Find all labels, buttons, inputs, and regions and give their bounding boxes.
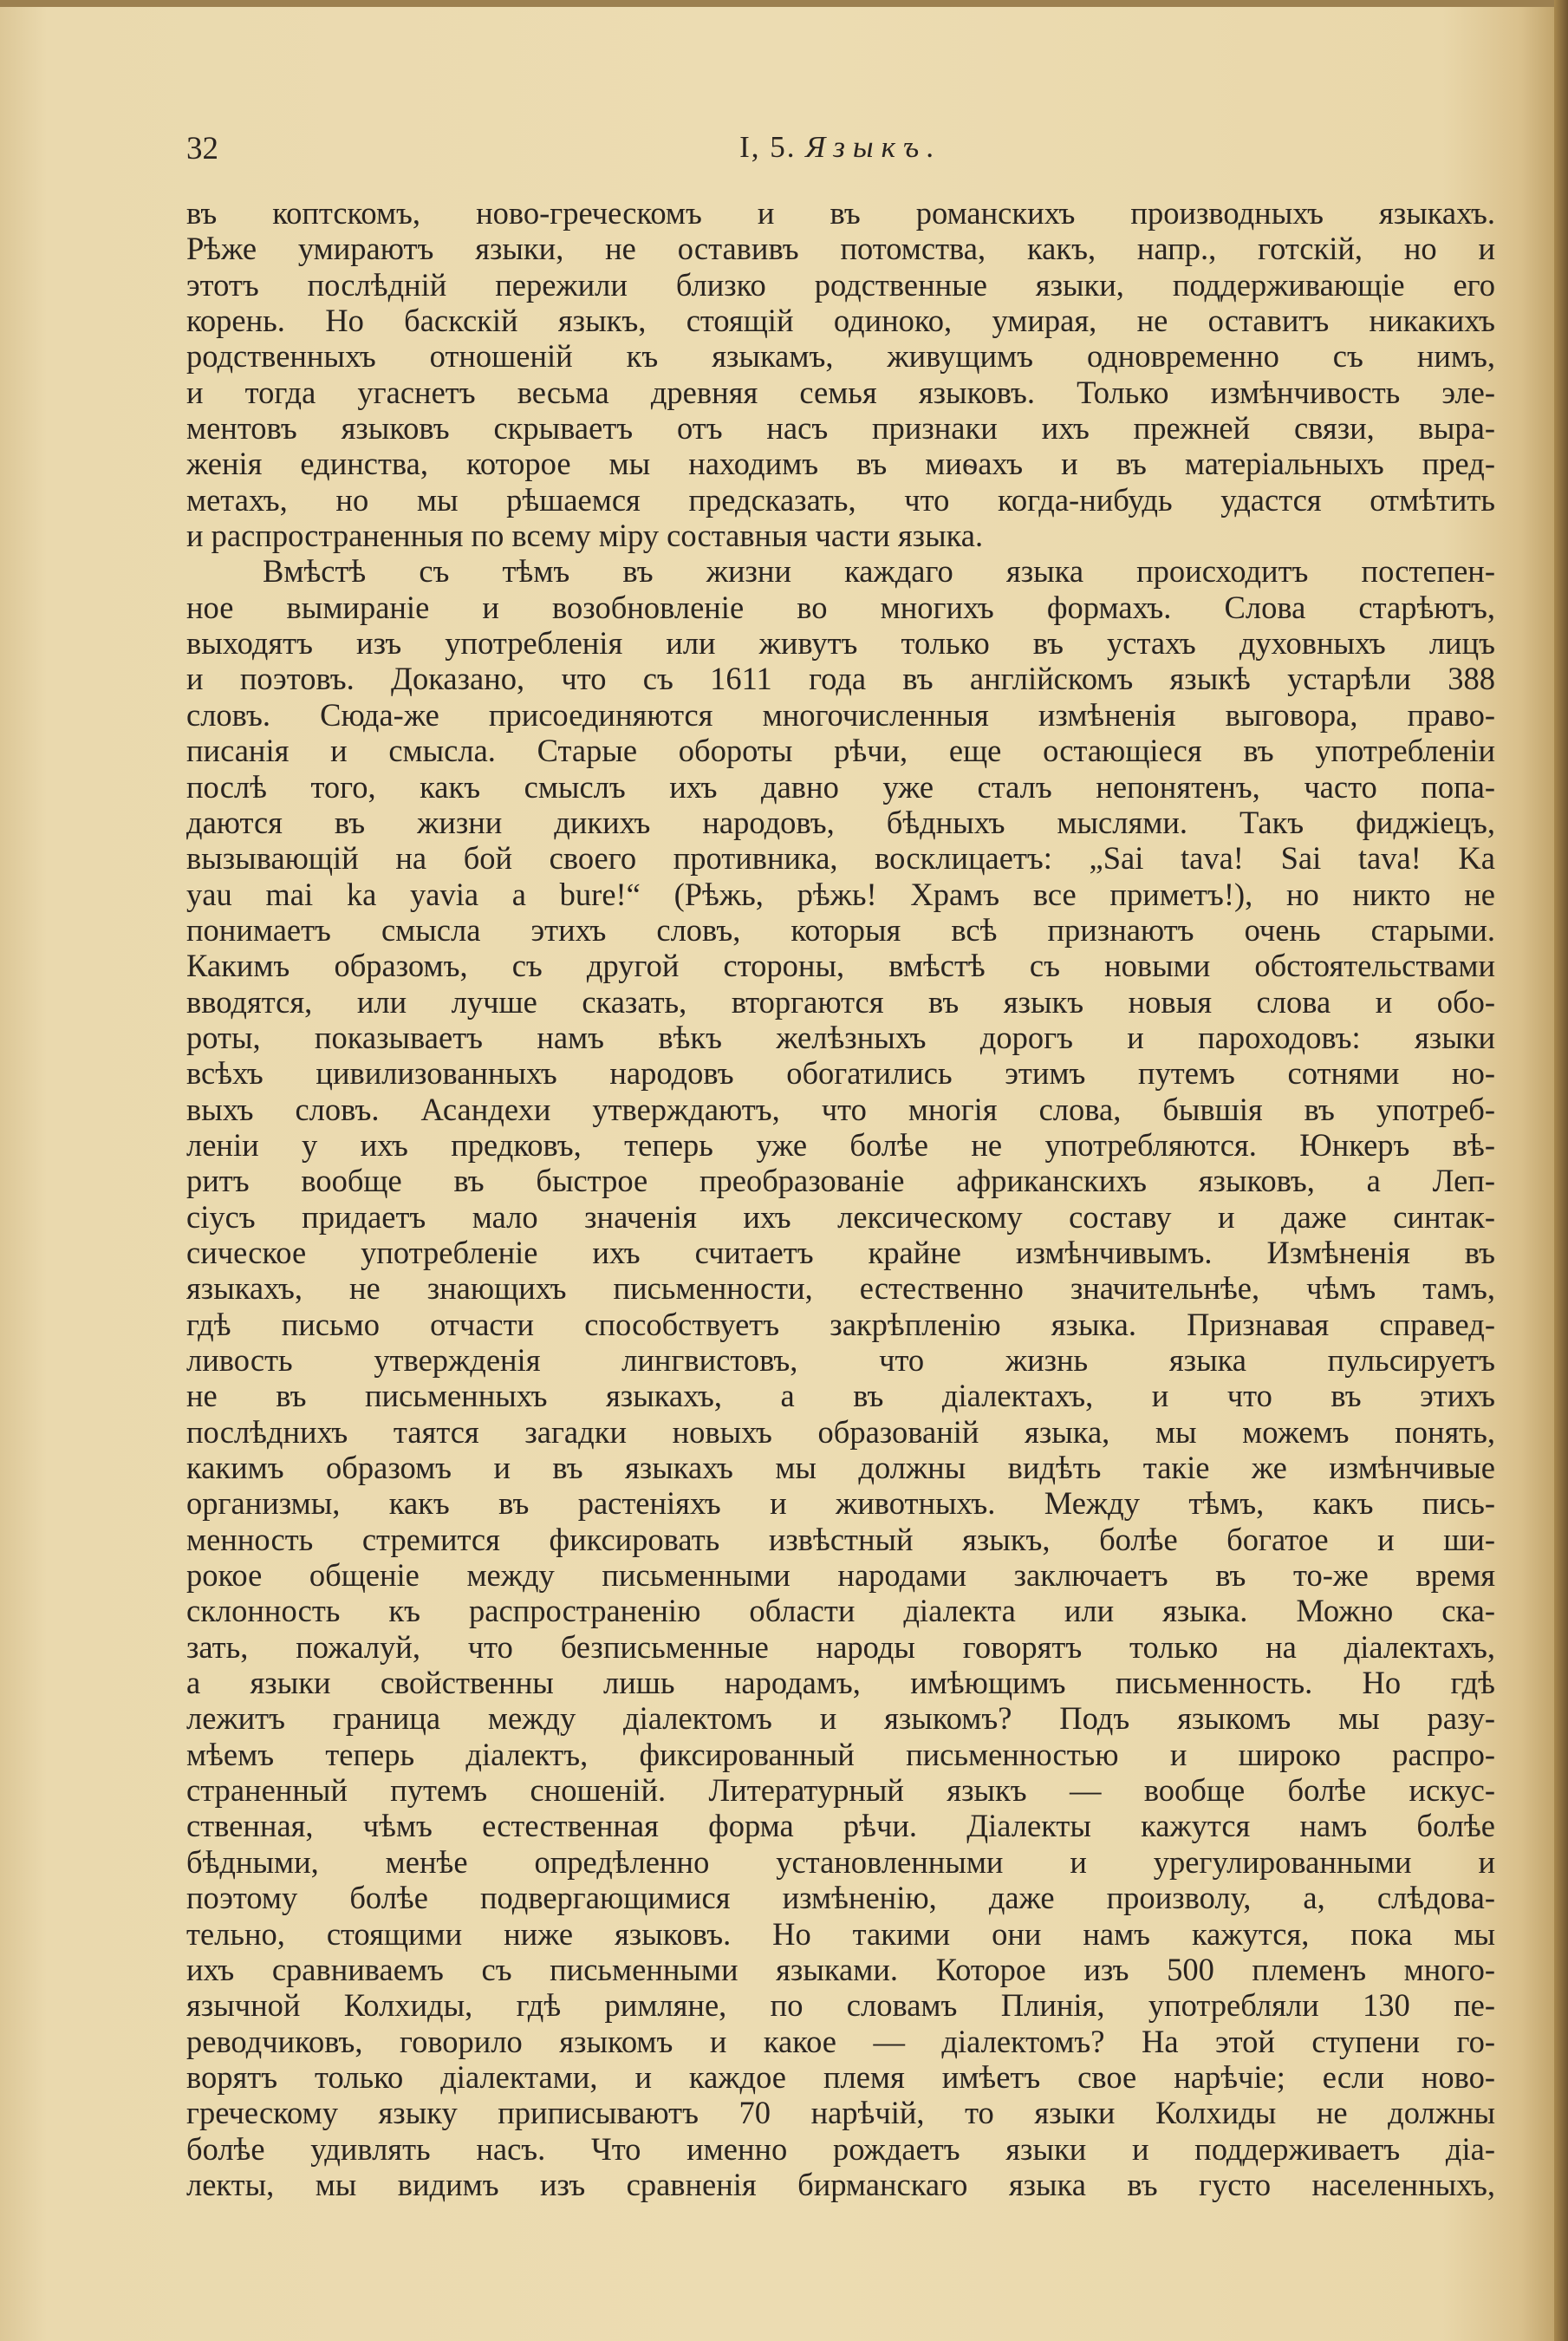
text-line: ритъ вообще въ быстрое преобразованіе африканскихъ языковъ, а Леп- bbox=[186, 1163, 1495, 1199]
text-line: словъ. Сюда-же присоединяются многочисленныя измѣненія выговора, право- bbox=[186, 696, 1495, 733]
text-line: склонность къ распространенію области діалекта или языка. Можно ска- bbox=[186, 1593, 1495, 1629]
text-line: послѣ того, какъ смыслъ ихъ давно уже сталъ непонятенъ, часто попа- bbox=[186, 768, 1495, 805]
text-line: рокое общеніе между письменными народами заключаетъ въ то-же время bbox=[186, 1557, 1495, 1594]
text-line: болѣе удивлять насъ. Что именно рождаетъ языки и поддерживаетъ діа- bbox=[186, 2130, 1495, 2167]
text-line: ментовъ языковъ скрываетъ отъ насъ признаки ихъ прежней связи, выра- bbox=[186, 410, 1495, 447]
text-line: сическое употребленіе ихъ считаетъ крайне измѣнчивымъ. Измѣненія въ bbox=[186, 1234, 1495, 1270]
text-line: реводчиковъ, говорило языкомъ и какое — діалектомъ? На этой ступени го- bbox=[186, 2023, 1495, 2059]
page-number: 32 bbox=[186, 131, 218, 166]
text-line: послѣднихъ таятся загадки новыхъ образованій языка, мы можемъ понять, bbox=[186, 1413, 1495, 1450]
text-line: Какимъ образомъ, съ другой стороны, вмѣстѣ съ новыми обстоятельствами bbox=[186, 948, 1495, 984]
text-line: Вмѣстѣ съ тѣмъ въ жизни каждаго языка происходитъ постепен- bbox=[263, 553, 1495, 590]
text-line: Рѣже умираютъ языки, не оставивъ потомства, какъ, напр., готскій, но и bbox=[186, 231, 1495, 267]
text-line: и распространенныя по всему міру составныя части языка. bbox=[186, 518, 984, 554]
text-line: ихъ сравниваемъ съ письменными языками. Которое изъ 500 племенъ много- bbox=[186, 1951, 1495, 1987]
page-header bbox=[186, 130, 1495, 173]
text-line: поэтому болѣе подвергающимися измѣненію, даже произволу, а, слѣдова- bbox=[186, 1880, 1495, 1916]
text-line: ливость утвержденія лингвистовъ, что жизнь языка пульсируетъ bbox=[186, 1342, 1495, 1378]
text-line: греческому языку приписываютъ 70 нарѣчій, то языки Колхиды не должны bbox=[186, 2095, 1495, 2131]
text-line: всѣхъ цивилизованныхъ народовъ обогатились этимъ путемъ сотнями но- bbox=[186, 1055, 1495, 1092]
body-text bbox=[186, 195, 1495, 2202]
text-line: леніи у ихъ предковъ, теперь уже болѣе не употребляются. Юнкеръ вѣ- bbox=[186, 1126, 1495, 1163]
text-line: ное вымираніе и возобновленіе во многихъ формахъ. Слова старѣютъ, bbox=[186, 589, 1495, 625]
text-line: языкахъ, не знающихъ письменности, естественно значительнѣе, чѣмъ тамъ, bbox=[186, 1270, 1495, 1307]
text-line: а языки свойственны лишь народамъ, имѣющимъ письменность. Но гдѣ bbox=[186, 1665, 1495, 1701]
book-spine-shadow bbox=[1554, 0, 1568, 2341]
text-line: какимъ образомъ и въ языкахъ мы должны видѣть такіе же измѣнчивые bbox=[186, 1450, 1495, 1486]
running-head-title: Языкъ. bbox=[805, 130, 942, 164]
text-line: выхъ словъ. Асандехи утверждаютъ, что многія слова, бывшія въ употреб- bbox=[186, 1091, 1495, 1127]
text-line: зать, пожалуй, что безписьменные народы говорятъ только на діалектахъ, bbox=[186, 1628, 1495, 1665]
text-line: понимаетъ смысла этихъ словъ, которыя всѣ признаютъ очень старыми. bbox=[186, 911, 1495, 948]
text-line: лекты, мы видимъ изъ сравненія бирманскаго языка въ густо населенныхъ, bbox=[186, 2166, 1495, 2202]
text-line: бѣдными, менѣе опредѣленно установленными и урегулированными и bbox=[186, 1843, 1495, 1880]
text-line: родственныхъ отношеній къ языкамъ, живущимъ одновременно съ нимъ, bbox=[186, 338, 1495, 375]
running-head bbox=[186, 130, 1495, 165]
text-line: выходятъ изъ употребленія или живутъ только въ устахъ духовныхъ лицъ bbox=[186, 625, 1495, 662]
text-line: писанія и смысла. Старые обороты рѣчи, еще остающіеся въ употребленіи bbox=[186, 733, 1495, 769]
text-line: вызывающій на бой своего противника, восклицаетъ: „Sai tava! Sai tava! Ka bbox=[186, 840, 1495, 877]
text-line: и поэтовъ. Доказано, что съ 1611 года въ англійскомъ языкѣ устарѣли 388 bbox=[186, 661, 1495, 697]
text-line: мѣемъ теперь діалектъ, фиксированный письменностью и широко распро- bbox=[186, 1736, 1495, 1772]
text-line: роты, показываетъ намъ вѣкъ желѣзныхъ дорогъ и пароходовъ: языки bbox=[186, 1019, 1495, 1055]
text-line: страненный путемъ сношеній. Литературный языкъ — вообще болѣе искус- bbox=[186, 1772, 1495, 1809]
text-line: не въ письменныхъ языкахъ, а въ діалектахъ, и что въ этихъ bbox=[186, 1378, 1495, 1414]
text-line: даются въ жизни дикихъ народовъ, бѣдныхъ мыслями. Такъ фиджіецъ, bbox=[186, 804, 1495, 840]
text-line: тельно, стоящими ниже языковъ. Но такими они намъ кажутся, пока мы bbox=[186, 1915, 1495, 1952]
text-line: менность стремится фиксировать извѣстный языкъ, болѣе богатое и ши- bbox=[186, 1521, 1495, 1557]
text-line: лежитъ граница между діалектомъ и языкомъ? Подъ языкомъ мы разу- bbox=[186, 1700, 1495, 1737]
text-line: женія единства, которое мы находимъ въ миѳахъ и въ матеріальныхъ пред- bbox=[186, 446, 1495, 482]
text-line: организмы, какъ въ растеніяхъ и животныхъ. Между тѣмъ, какъ пись- bbox=[186, 1485, 1495, 1522]
text-line: вводятся, или лучше сказать, вторгаются въ языкъ новыя слова и обо- bbox=[186, 983, 1495, 1020]
text-line: этотъ послѣдній пережили близко родственные языки, поддерживающіе его bbox=[186, 266, 1495, 303]
text-line: корень. Но баскскій языкъ, стоящій одиноко, умирая, не оставитъ никакихъ bbox=[186, 303, 1495, 339]
page-top-edge bbox=[0, 0, 1568, 7]
text-line: ворятъ только діалектами, и каждое племя имѣетъ свое нарѣчіе; если ново- bbox=[186, 2058, 1495, 2095]
text-line: гдѣ письмо отчасти способствуетъ закрѣпленію языка. Признавая справед- bbox=[186, 1306, 1495, 1342]
text-line: язычной Колхиды, гдѣ римляне, по словамъ Плинія, употребляли 130 пе- bbox=[186, 1987, 1495, 2024]
text-line: yau mai ka yavia a bure!“ (Рѣжь, рѣжь! Храмъ все приметъ!), но никто не bbox=[186, 876, 1495, 912]
running-head-section: I, 5. bbox=[739, 130, 797, 164]
text-line: сіусъ придаетъ мало значенія ихъ лексическому составу и даже синтак- bbox=[186, 1198, 1495, 1235]
text-line: метахъ, но мы рѣшаемся предсказать, что когда-нибудь удастся отмѣтить bbox=[186, 481, 1495, 518]
text-line: въ коптскомъ, ново-греческомъ и въ романскихъ производныхъ языкахъ. bbox=[186, 195, 1495, 231]
text-line: ственная, чѣмъ естественная форма рѣчи. Діалекты кажутся намъ болѣе bbox=[186, 1808, 1495, 1844]
text-line: и тогда угаснетъ весьма древняя семья языковъ. Только измѣнчивость эле- bbox=[186, 374, 1495, 410]
